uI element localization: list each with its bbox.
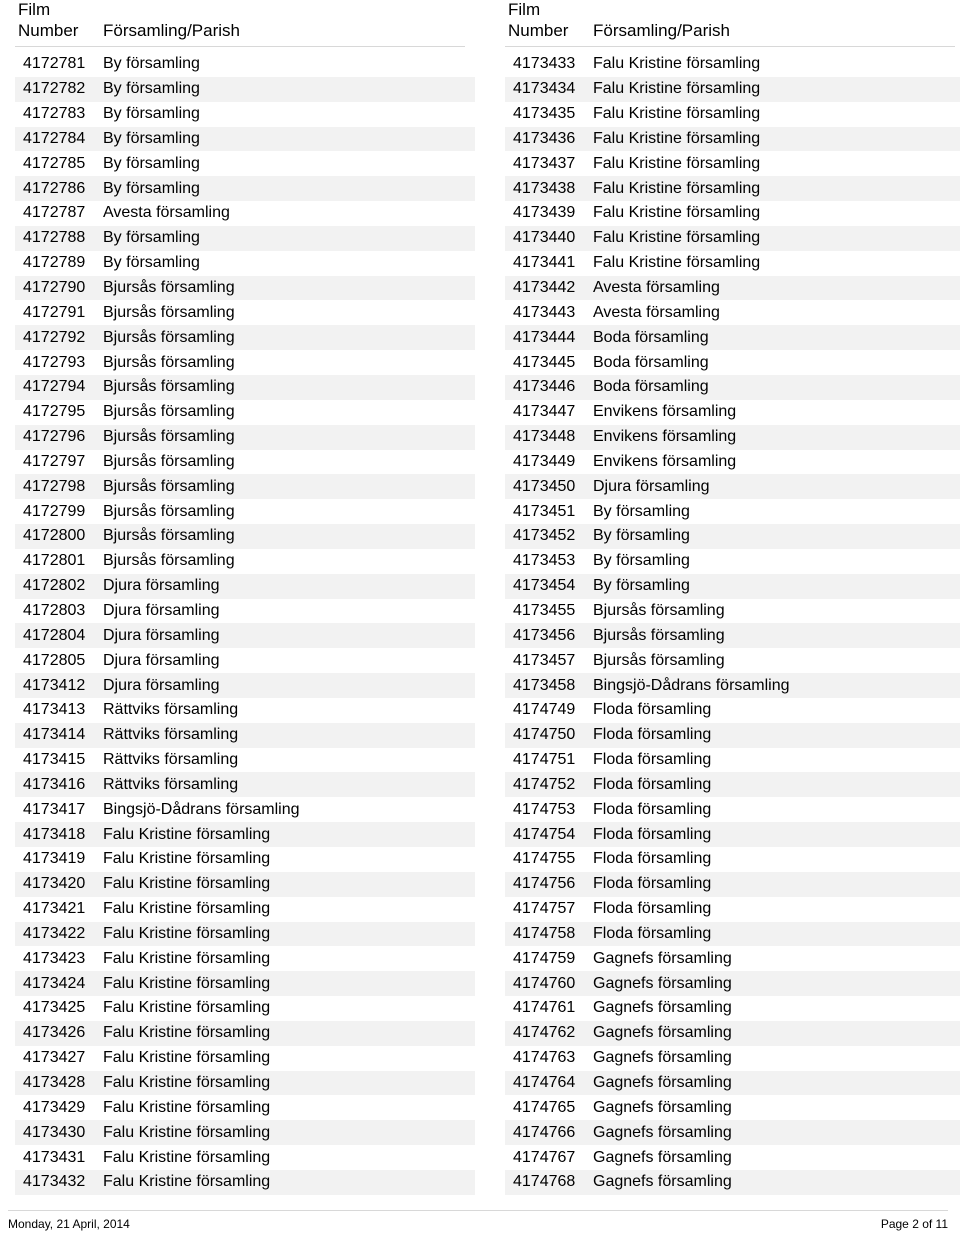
film-number-cell: 4173422 xyxy=(23,924,86,942)
table-row xyxy=(15,325,475,350)
parish-cell: Avesta församling xyxy=(593,303,720,321)
table-row xyxy=(505,1046,960,1071)
film-number-cell: 4173443 xyxy=(513,303,576,321)
table-row xyxy=(15,400,475,425)
film-number-cell: 4174767 xyxy=(513,1148,576,1166)
parish-cell: Falu Kristine församling xyxy=(593,80,761,98)
film-number-cell: 4173413 xyxy=(23,701,86,719)
right-table-body xyxy=(505,52,960,1195)
parish-cell: Falu Kristine församling xyxy=(103,1074,271,1092)
film-number-cell: 4172796 xyxy=(23,428,86,446)
table-row xyxy=(15,201,475,226)
table-row xyxy=(505,350,960,375)
parish-cell: Gagnefs församling xyxy=(593,974,732,992)
table-row xyxy=(505,151,960,176)
table-row xyxy=(15,797,475,822)
parish-cell: Falu Kristine församling xyxy=(593,179,761,197)
film-number-cell: 4173442 xyxy=(513,279,576,297)
parish-cell: Falu Kristine församling xyxy=(593,229,761,247)
film-number-cell: 4173450 xyxy=(513,477,576,495)
parish-cell: Bjursås församling xyxy=(593,601,725,619)
parish-cell: Djura församling xyxy=(103,577,220,595)
parish-cell: Falu Kristine församling xyxy=(103,1024,271,1042)
table-row xyxy=(15,847,475,872)
table-row xyxy=(505,1145,960,1170)
parish-cell: Bjursås församling xyxy=(103,477,235,495)
table-row xyxy=(15,276,475,301)
parish-cell: Bjursås församling xyxy=(103,502,235,520)
parish-cell: By församling xyxy=(103,154,200,172)
parish-cell: Bjursås församling xyxy=(103,328,235,346)
parish-cell: By församling xyxy=(103,105,200,123)
table-row xyxy=(15,599,475,624)
film-number-cell: 4174751 xyxy=(513,751,576,769)
parish-cell: Djura församling xyxy=(103,601,220,619)
film-number-cell: 4173447 xyxy=(513,403,576,421)
film-number-cell: 4172804 xyxy=(23,626,86,644)
film-number-cell: 4172788 xyxy=(23,229,86,247)
film-number-cell: 4173452 xyxy=(513,527,576,545)
parish-cell: Bjursås församling xyxy=(103,428,235,446)
parish-cell: Boda församling xyxy=(593,328,709,346)
parish-cell: Avesta församling xyxy=(103,204,230,222)
parish-cell: Gagnefs församling xyxy=(593,1049,732,1067)
parish-cell: By församling xyxy=(593,552,690,570)
table-row xyxy=(505,499,960,524)
table-row xyxy=(505,425,960,450)
film-number-cell: 4173446 xyxy=(513,378,576,396)
film-number-cell: 4174749 xyxy=(513,701,576,719)
film-number-cell: 4174764 xyxy=(513,1074,576,1092)
parish-cell: Bjursås församling xyxy=(103,527,235,545)
film-number-cell: 4174752 xyxy=(513,775,576,793)
table-row xyxy=(15,1071,475,1096)
film-number-cell: 4172798 xyxy=(23,477,86,495)
table-row xyxy=(15,450,475,475)
film-number-cell: 4174760 xyxy=(513,974,576,992)
parish-cell: Falu Kristine församling xyxy=(103,1049,271,1067)
table-row xyxy=(505,1095,960,1120)
parish-cell: Bjursås församling xyxy=(103,403,235,421)
film-number-cell: 4173421 xyxy=(23,900,86,918)
table-row xyxy=(505,102,960,127)
film-number-cell: 4173435 xyxy=(513,105,576,123)
parish-cell: Djura församling xyxy=(103,676,220,694)
parish-cell: Floda församling xyxy=(593,825,712,843)
film-number-cell: 4173432 xyxy=(23,1173,86,1191)
parish-cell: Gagnefs församling xyxy=(593,949,732,967)
parish-cell: Falu Kristine församling xyxy=(593,105,761,123)
parish-header-label: Församling/Parish xyxy=(593,21,730,40)
parish-cell: Bjursås församling xyxy=(103,353,235,371)
table-row xyxy=(505,822,960,847)
parish-cell: Falu Kristine församling xyxy=(593,154,761,172)
film-number-cell: 4173426 xyxy=(23,1024,86,1042)
film-number-cell: 4173412 xyxy=(23,676,86,694)
table-row xyxy=(15,772,475,797)
film-number-cell: 4173440 xyxy=(513,229,576,247)
parish-cell: Envikens församling xyxy=(593,428,737,446)
film-number-cell: 4174750 xyxy=(513,726,576,744)
table-row xyxy=(15,698,475,723)
film-number-cell: 4172789 xyxy=(23,254,86,272)
parish-cell: Gagnefs församling xyxy=(593,1173,732,1191)
table-row xyxy=(505,1021,960,1046)
table-row xyxy=(505,549,960,574)
table-row xyxy=(15,623,475,648)
film-number-cell: 4173423 xyxy=(23,949,86,967)
table-row xyxy=(15,1170,475,1195)
table-row xyxy=(15,673,475,698)
parish-cell: Rättviks församling xyxy=(103,751,239,769)
parish-cell: Floda församling xyxy=(593,775,712,793)
parish-cell: Bingsjö-Dådrans församling xyxy=(593,676,790,694)
film-number-cell: 4172781 xyxy=(23,55,86,73)
film-number-cell: 4172803 xyxy=(23,601,86,619)
table-row xyxy=(505,723,960,748)
table-row xyxy=(505,325,960,350)
table-row xyxy=(505,276,960,301)
table-row xyxy=(505,574,960,599)
left-column xyxy=(15,0,465,1191)
table-row xyxy=(15,151,475,176)
film-number-cell: 4173419 xyxy=(23,850,86,868)
table-row xyxy=(15,1120,475,1145)
parish-cell: Gagnefs församling xyxy=(593,1074,732,1092)
film-number-cell: 4173433 xyxy=(513,55,576,73)
table-row xyxy=(505,897,960,922)
table-row xyxy=(15,127,475,152)
table-row xyxy=(15,1021,475,1046)
table-row xyxy=(15,350,475,375)
parish-cell: Bjursås församling xyxy=(103,378,235,396)
film-number-cell: 4172787 xyxy=(23,204,86,222)
parish-cell: Floda församling xyxy=(593,800,712,818)
film-number-cell: 4172801 xyxy=(23,552,86,570)
table-row xyxy=(15,474,475,499)
film-number-cell: 4174761 xyxy=(513,999,576,1017)
parish-cell: Floda församling xyxy=(593,875,712,893)
film-number-cell: 4174768 xyxy=(513,1173,576,1191)
film-number-cell: 4172785 xyxy=(23,154,86,172)
film-number-cell: 4174763 xyxy=(513,1049,576,1067)
parish-cell: By församling xyxy=(103,80,200,98)
film-number-cell: 4172783 xyxy=(23,105,86,123)
parish-cell: Bjursås församling xyxy=(103,452,235,470)
film-number-cell: 4173441 xyxy=(513,254,576,272)
parish-cell: Bingsjö-Dådrans församling xyxy=(103,800,300,818)
parish-cell: By församling xyxy=(103,129,200,147)
parish-cell: Djura församling xyxy=(103,651,220,669)
parish-cell: Falu Kristine församling xyxy=(593,129,761,147)
parish-cell: Envikens församling xyxy=(593,452,737,470)
parish-cell: Falu Kristine församling xyxy=(593,254,761,272)
parish-cell: By församling xyxy=(593,577,690,595)
parish-cell: By församling xyxy=(103,229,200,247)
film-number-cell: 4174762 xyxy=(513,1024,576,1042)
table-row xyxy=(505,127,960,152)
page-footer xyxy=(8,1210,948,1231)
film-number-cell: 4172794 xyxy=(23,378,86,396)
table-row xyxy=(505,300,960,325)
table-row xyxy=(505,176,960,201)
parish-cell: Floda församling xyxy=(593,726,712,744)
film-number-cell: 4172790 xyxy=(23,279,86,297)
parish-cell: Envikens församling xyxy=(593,403,737,421)
film-number-cell: 4174754 xyxy=(513,825,576,843)
table-row xyxy=(15,1046,475,1071)
table-row xyxy=(15,748,475,773)
table-row xyxy=(15,648,475,673)
parish-cell: Avesta församling xyxy=(593,279,720,297)
table-row xyxy=(15,425,475,450)
parish-cell: Djura församling xyxy=(593,477,710,495)
parish-cell: Bjursås församling xyxy=(593,651,725,669)
film-number-cell: 4173416 xyxy=(23,775,86,793)
table-row xyxy=(505,226,960,251)
film-number-cell: 4173455 xyxy=(513,601,576,619)
parish-cell: By församling xyxy=(103,254,200,272)
film-number-cell: 4172802 xyxy=(23,577,86,595)
table-row xyxy=(505,772,960,797)
film-number-cell: 4173429 xyxy=(23,1098,86,1116)
table-row xyxy=(505,251,960,276)
table-row xyxy=(505,922,960,947)
film-number-cell: 4174757 xyxy=(513,900,576,918)
parish-cell: Floda församling xyxy=(593,850,712,868)
number-header-label: Number xyxy=(508,21,569,40)
film-number-cell: 4172805 xyxy=(23,651,86,669)
parish-cell: Gagnefs församling xyxy=(593,1024,732,1042)
parish-cell: Falu Kristine församling xyxy=(103,974,271,992)
right-header xyxy=(505,0,955,47)
table-row xyxy=(505,971,960,996)
footer-page-number: Page 2 of 11 xyxy=(880,1217,948,1231)
film-number-cell: 4173444 xyxy=(513,328,576,346)
table-row xyxy=(15,499,475,524)
table-row xyxy=(505,524,960,549)
table-row xyxy=(15,1145,475,1170)
table-row xyxy=(505,946,960,971)
film-number-cell: 4173434 xyxy=(513,80,576,98)
table-row xyxy=(15,549,475,574)
parish-cell: Falu Kristine församling xyxy=(103,999,271,1017)
table-row xyxy=(15,723,475,748)
film-number-cell: 4173430 xyxy=(23,1123,86,1141)
parish-cell: Bjursås församling xyxy=(103,552,235,570)
table-row xyxy=(505,996,960,1021)
parish-cell: Rättviks församling xyxy=(103,775,239,793)
table-row xyxy=(15,872,475,897)
film-number-cell: 4173437 xyxy=(513,154,576,172)
table-row xyxy=(505,1170,960,1195)
parish-cell: Falu Kristine församling xyxy=(103,924,271,942)
parish-cell: Bjursås församling xyxy=(103,303,235,321)
parish-cell: Rättviks församling xyxy=(103,726,239,744)
table-row xyxy=(505,474,960,499)
film-number-cell: 4173417 xyxy=(23,800,86,818)
table-row xyxy=(15,897,475,922)
table-row xyxy=(15,52,475,77)
film-number-cell: 4173414 xyxy=(23,726,86,744)
parish-cell: Falu Kristine församling xyxy=(103,1123,271,1141)
film-number-cell: 4172782 xyxy=(23,80,86,98)
table-row xyxy=(505,450,960,475)
film-number-cell: 4173449 xyxy=(513,452,576,470)
film-number-cell: 4172795 xyxy=(23,403,86,421)
film-number-cell: 4174756 xyxy=(513,875,576,893)
parish-cell: Gagnefs församling xyxy=(593,1148,732,1166)
film-number-cell: 4173457 xyxy=(513,651,576,669)
table-row xyxy=(505,201,960,226)
table-row xyxy=(505,673,960,698)
parish-cell: Bjursås församling xyxy=(593,626,725,644)
film-number-cell: 4173454 xyxy=(513,577,576,595)
parish-cell: Rättviks församling xyxy=(103,701,239,719)
film-number-cell: 4173439 xyxy=(513,204,576,222)
table-row xyxy=(15,226,475,251)
parish-cell: Boda församling xyxy=(593,353,709,371)
table-row xyxy=(505,623,960,648)
film-number-cell: 4173427 xyxy=(23,1049,86,1067)
table-row xyxy=(15,300,475,325)
film-number-cell: 4174758 xyxy=(513,924,576,942)
film-number-cell: 4172784 xyxy=(23,129,86,147)
parish-cell: Gagnefs församling xyxy=(593,1123,732,1141)
parish-cell: Falu Kristine församling xyxy=(103,1173,271,1191)
parish-cell: Gagnefs församling xyxy=(593,1098,732,1116)
table-row xyxy=(15,102,475,127)
left-header xyxy=(15,0,465,47)
film-number-cell: 4174766 xyxy=(513,1123,576,1141)
table-row xyxy=(15,574,475,599)
film-number-cell: 4173420 xyxy=(23,875,86,893)
film-number-cell: 4173431 xyxy=(23,1148,86,1166)
film-number-cell: 4172792 xyxy=(23,328,86,346)
film-number-cell: 4172800 xyxy=(23,527,86,545)
parish-cell: Falu Kristine församling xyxy=(103,875,271,893)
film-number-cell: 4172797 xyxy=(23,452,86,470)
parish-cell: Falu Kristine församling xyxy=(103,900,271,918)
film-number-cell: 4173436 xyxy=(513,129,576,147)
table-row xyxy=(15,251,475,276)
table-row xyxy=(505,375,960,400)
parish-cell: Bjursås församling xyxy=(103,279,235,297)
parish-cell: Floda församling xyxy=(593,900,712,918)
film-number-cell: 4172793 xyxy=(23,353,86,371)
film-number-cell: 4173456 xyxy=(513,626,576,644)
table-row xyxy=(505,400,960,425)
footer-date: Monday, 21 April, 2014 xyxy=(8,1217,130,1231)
film-number-cell: 4173458 xyxy=(513,676,576,694)
parish-cell: Floda församling xyxy=(593,751,712,769)
parish-cell: Djura församling xyxy=(103,626,220,644)
film-number-cell: 4172799 xyxy=(23,502,86,520)
parish-cell: Falu Kristine församling xyxy=(103,1148,271,1166)
table-row xyxy=(505,698,960,723)
table-row xyxy=(15,524,475,549)
parish-cell: Floda församling xyxy=(593,924,712,942)
table-row xyxy=(505,748,960,773)
film-number-cell: 4173424 xyxy=(23,974,86,992)
film-number-cell: 4174755 xyxy=(513,850,576,868)
film-number-cell: 4173438 xyxy=(513,179,576,197)
film-number-cell: 4172791 xyxy=(23,303,86,321)
table-row xyxy=(505,77,960,102)
table-row xyxy=(505,872,960,897)
table-row xyxy=(15,996,475,1021)
parish-cell: Floda församling xyxy=(593,701,712,719)
film-number-cell: 4174753 xyxy=(513,800,576,818)
table-row xyxy=(505,797,960,822)
table-row xyxy=(15,922,475,947)
film-header-label: Film xyxy=(508,0,541,19)
parish-cell: By församling xyxy=(103,179,200,197)
parish-cell: By församling xyxy=(593,527,690,545)
left-table-body xyxy=(15,52,475,1195)
parish-cell: Falu Kristine församling xyxy=(103,825,271,843)
table-row xyxy=(505,1120,960,1145)
film-number-cell: 4173428 xyxy=(23,1074,86,1092)
film-number-cell: 4173445 xyxy=(513,353,576,371)
right-column xyxy=(505,0,955,1191)
parish-cell: Falu Kristine församling xyxy=(103,949,271,967)
film-number-cell: 4173451 xyxy=(513,502,576,520)
parish-cell: Falu Kristine församling xyxy=(103,1098,271,1116)
table-row xyxy=(15,1095,475,1120)
table-row xyxy=(15,77,475,102)
table-row xyxy=(505,847,960,872)
parish-cell: Falu Kristine församling xyxy=(593,204,761,222)
number-header-label: Number xyxy=(18,21,79,40)
film-header-label: Film xyxy=(18,0,51,19)
table-row xyxy=(15,946,475,971)
parish-cell: Gagnefs församling xyxy=(593,999,732,1017)
table-row xyxy=(15,375,475,400)
table-row xyxy=(15,971,475,996)
film-number-cell: 4173418 xyxy=(23,825,86,843)
film-number-cell: 4172786 xyxy=(23,179,86,197)
table-row xyxy=(505,648,960,673)
table-row xyxy=(505,599,960,624)
parish-cell: By församling xyxy=(593,502,690,520)
film-number-cell: 4173448 xyxy=(513,428,576,446)
table-row xyxy=(15,822,475,847)
table-row xyxy=(505,52,960,77)
film-number-cell: 4174765 xyxy=(513,1098,576,1116)
film-number-cell: 4173453 xyxy=(513,552,576,570)
table-row xyxy=(505,1071,960,1096)
film-number-cell: 4173415 xyxy=(23,751,86,769)
parish-cell: Falu Kristine församling xyxy=(593,55,761,73)
parish-cell: By församling xyxy=(103,55,200,73)
parish-cell: Boda församling xyxy=(593,378,709,396)
film-number-cell: 4173425 xyxy=(23,999,86,1017)
film-number-cell: 4174759 xyxy=(513,949,576,967)
table-row xyxy=(15,176,475,201)
parish-header-label: Församling/Parish xyxy=(103,21,240,40)
parish-cell: Falu Kristine församling xyxy=(103,850,271,868)
